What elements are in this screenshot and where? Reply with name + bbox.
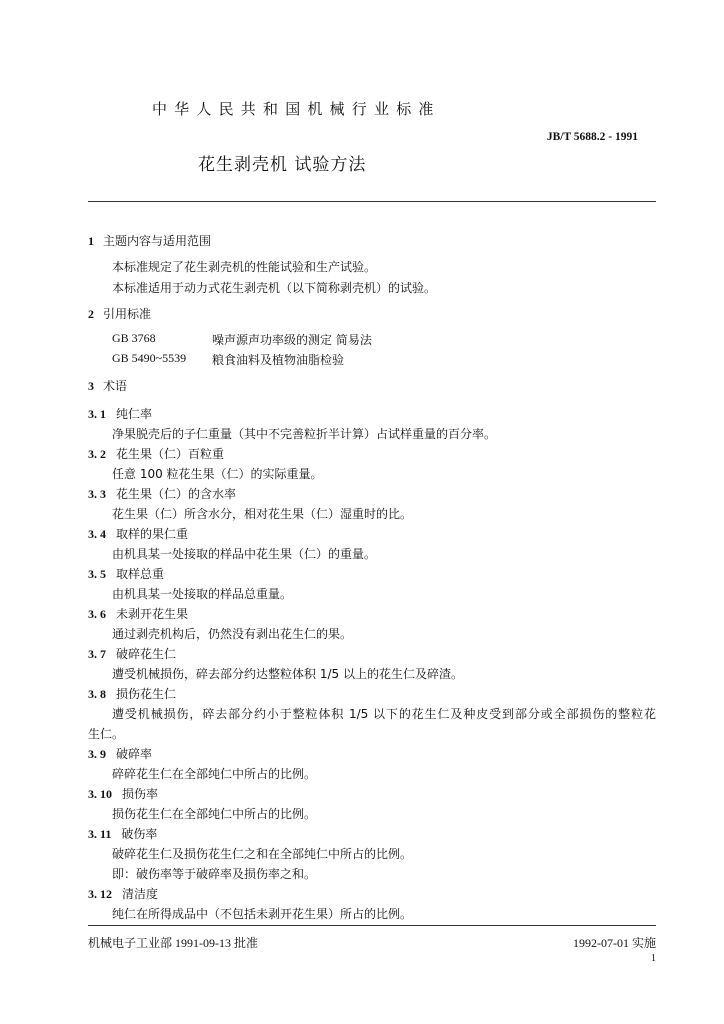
term-heading [88,405,152,422]
footer-divider [88,925,656,926]
term-number: 3. 1 [88,407,106,421]
term-heading [88,885,158,902]
term-title: 未剥开花生果 [116,607,189,621]
term-title: 破碎花生仁 [116,647,177,661]
section-title: 主题内容与适用范围 [103,234,212,248]
term-title: 取样的果仁重 [116,527,189,541]
term-heading [88,445,224,462]
section-heading-2 [88,305,151,322]
term-heading [88,645,176,662]
section-heading-3 [88,377,127,394]
term-heading [88,485,236,502]
term-number: 3. 9 [88,747,106,761]
term-title: 取样总重 [116,567,165,581]
term-heading [88,785,158,802]
term-definition-continued: 生仁。 [88,727,125,741]
term-number: 3. 11 [88,827,112,841]
term-definition: 遭受机械损伤，碎去部分约小于整粒体积 1/5 以下的花生仁及种皮受到部分或全部损伤的整粒花 [112,707,656,721]
term-number: 3. 12 [88,887,112,901]
reference-code: GB 3768 [112,331,156,345]
term-definition: 任意 100 粒花生果（仁）的实际重量。 [112,467,323,481]
section-heading-1 [88,232,211,249]
section-number: 3 [88,379,94,393]
section-number: 2 [88,307,94,321]
section-title: 引用标准 [103,307,152,321]
term-definition: 损伤花生仁在全部纯仁中所占的比例。 [112,807,317,821]
term-heading [88,685,176,702]
reference-code: GB 5490~5539 [112,351,187,365]
term-heading [88,525,188,542]
term-title: 花生果（仁）百粒重 [116,447,225,461]
reference-title: 粮食油料及植物油脂检验 [212,353,345,367]
term-definition: 花生果（仁）所含水分，相对花生果（仁）湿重时的比。 [112,507,413,521]
paragraph-line: 本标准适用于动力式花生剥壳机（以下简称剥壳机）的试验。 [112,281,437,295]
term-definition: 碎碎花生仁在全部纯仁中所占的比例。 [112,767,317,781]
term-definition: 通过剥壳机构后，仍然没有剥出花生仁的果。 [112,627,353,641]
term-definition: 纯仁在所得成品中（不包括未剥开花生果）所占的比例。 [112,907,413,921]
reference-title: 噪声源声功率级的测定 简易法 [212,333,372,347]
term-definition: 破碎花生仁及损伤花生仁之和在全部纯仁中所占的比例。 [112,847,413,861]
paragraph-line: 本标准规定了花生剥壳机的性能试验和生产试验。 [112,260,377,274]
term-number: 3. 4 [88,527,106,541]
term-title: 花生果（仁）的含水率 [116,487,237,501]
issuing-authority-header: 中华人民共和国机械行业标准 [152,100,441,118]
term-title: 损伤花生仁 [116,687,177,701]
term-title: 破伤率 [121,827,158,841]
term-title: 纯仁率 [116,407,153,421]
term-definition: 由机具某一处接取的样品中花生果（仁）的重量。 [112,547,377,561]
section-number: 1 [88,234,94,248]
term-heading [88,745,152,762]
term-number: 3. 2 [88,447,106,461]
standard-code: JB/T 5688.2 - 1991 [546,131,638,143]
term-title: 清洁度 [122,887,159,901]
term-number: 3. 3 [88,487,106,501]
term-definition: 遭受机械损伤，碎去部分约达整粒体积 1/5 以上的花生仁及碎渣。 [112,667,463,681]
implementation-date: 1992-07-01 实施 [573,936,656,950]
term-definition: 即：破伤率等于破碎率及损伤率之和。 [112,867,317,881]
term-number: 3. 10 [88,787,112,801]
term-number: 3. 8 [88,687,106,701]
term-heading [88,565,164,582]
document-title: 花生剥壳机 试验方法 [198,155,367,175]
term-definition: 净果脱壳后的子仁重量（其中不完善粒折半计算）占试样重量的百分率。 [112,427,497,441]
term-heading [88,605,188,622]
term-number: 3. 7 [88,647,106,661]
approval-line: 机械电子工业部 1991-09-13 批准 [88,936,258,950]
term-definition: 由机具某一处接取的样品总重量。 [112,587,293,601]
header-divider [88,201,656,202]
page-number: 1 [651,953,656,964]
term-number: 3. 5 [88,567,106,581]
term-title: 破碎率 [116,747,153,761]
term-heading [88,825,157,842]
term-title: 损伤率 [122,787,159,801]
section-title: 术语 [103,379,128,393]
term-number: 3. 6 [88,607,106,621]
